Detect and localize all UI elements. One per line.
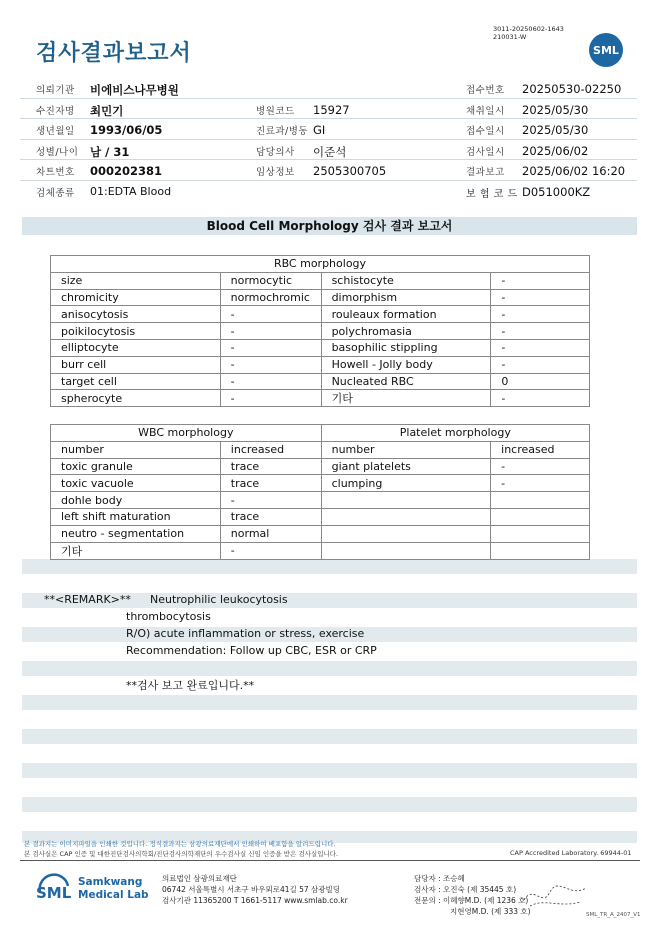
table-cell: giant platelets — [321, 458, 491, 475]
lab-address-line: 의료법인 삼광의료재단 — [162, 874, 237, 883]
table-cell: trace — [220, 458, 321, 475]
background-stripe — [22, 559, 637, 574]
table-cell: - — [220, 356, 321, 373]
info-value: 2505300705 — [313, 164, 387, 178]
info-label: 보 험 코 드 — [466, 188, 518, 200]
table-cell: 기타 — [51, 542, 221, 559]
info-value: 15927 — [313, 102, 350, 117]
table-row — [51, 272, 590, 289]
info-label: 진료과/병동 — [256, 126, 309, 137]
wbc-platelet-morphology-table — [50, 424, 590, 560]
table-cell: Nucleated RBC — [321, 373, 491, 390]
table-cell: polychromasia — [321, 323, 491, 340]
table-row — [51, 306, 590, 323]
info-label: 수진자명 — [36, 105, 75, 117]
lab-address-line: 06742 서울특별시 서초구 바우뫼로41길 57 삼광빌딩 — [162, 885, 341, 894]
info-value: 01:EDTA Blood — [90, 184, 172, 198]
info-row — [20, 119, 637, 140]
rbc-morphology-table — [50, 255, 590, 407]
table-cell: - — [220, 542, 321, 559]
remark-label: **<REMARK>** — [44, 593, 131, 606]
table-row — [51, 492, 590, 509]
staff-list — [414, 873, 531, 917]
samkwang-logo — [36, 872, 72, 906]
table-row — [51, 525, 590, 542]
table-cell — [321, 508, 491, 525]
remark-line: thrombocytosis — [126, 610, 211, 623]
background-stripe — [22, 661, 637, 676]
info-value: 이준석 — [313, 144, 347, 159]
lab-name-line2: Medical Lab — [78, 889, 149, 901]
sml-logo: SML — [589, 33, 623, 67]
table-cell: increased — [220, 441, 321, 458]
table-cell — [491, 508, 590, 525]
info-label: 접수일시 — [466, 126, 505, 137]
table-cell: - — [220, 373, 321, 390]
lab-address — [162, 873, 348, 906]
table-cell: clumping — [321, 475, 491, 492]
info-row — [20, 78, 637, 99]
table-row — [51, 356, 590, 373]
table-cell: anisocytosis — [51, 306, 221, 323]
table-cell: toxic vacuole — [51, 475, 221, 492]
cap-accreditation: CAP Accredited Laboratory. 69944-01 — [510, 849, 632, 857]
table-cell — [491, 542, 590, 559]
info-label: 검사일시 — [466, 146, 505, 158]
table-row — [51, 458, 590, 475]
handwritten-signature — [520, 880, 590, 910]
table-row — [51, 475, 590, 492]
background-stripe — [22, 763, 637, 778]
remark-completion: **검사 보고 완료입니다.** — [126, 679, 255, 692]
table-row — [51, 441, 590, 458]
info-value: 000202381 — [90, 164, 163, 178]
table-row — [51, 508, 590, 525]
table-cell: - — [491, 458, 590, 475]
table-cell: - — [220, 323, 321, 340]
info-row — [20, 99, 637, 120]
table-row — [51, 339, 590, 356]
info-row — [20, 160, 637, 181]
table-cell: normochromic — [220, 289, 321, 306]
lab-address-line: 검사기관 11365200 T 1661-5117 www.smlab.co.kr — [162, 896, 348, 905]
report-section-title: Blood Cell Morphology 검사 결과 보고서 — [22, 217, 637, 235]
table-cell: basophilic stippling — [321, 339, 491, 356]
table-cell: toxic granule — [51, 458, 221, 475]
table-cell: burr cell — [51, 356, 221, 373]
background-stripe — [22, 797, 637, 812]
table-cell — [491, 525, 590, 542]
table-cell: - — [491, 272, 590, 289]
footer-notice: 본 결과지는 이미지파일을 인쇄한 것입니다. 정식결과지는 삼광의료재단에서 인쇄하여 배포함을 알려드립니다. — [24, 840, 336, 848]
info-value: 2025/05/30 — [522, 123, 589, 137]
background-stripe — [22, 729, 637, 744]
info-value: 2025/06/02 — [522, 143, 589, 158]
info-row — [20, 181, 637, 202]
table-cell — [321, 492, 491, 509]
staff-line: 지현영M.D. (제 333 호) — [450, 907, 531, 916]
table-row — [51, 323, 590, 340]
info-label: 결과보고 — [466, 167, 505, 178]
info-row — [20, 140, 637, 161]
samkwang-logo-text: SML — [36, 884, 72, 902]
table-cell: chromicity — [51, 289, 221, 306]
table-cell: number — [51, 441, 221, 458]
table-cell: - — [220, 390, 321, 407]
table-cell: normocytic — [220, 272, 321, 289]
info-label: 차트번호 — [36, 167, 75, 178]
table-cell: rouleaux formation — [321, 306, 491, 323]
info-label: 채취일시 — [466, 105, 505, 117]
table-cell: - — [491, 356, 590, 373]
info-value: 최민기 — [90, 103, 124, 118]
samkwang-logo-icon — [36, 872, 72, 906]
table-cell: target cell — [51, 373, 221, 390]
info-label: 접수번호 — [466, 85, 505, 96]
table-cell: number — [321, 441, 491, 458]
table-cell: dimorphism — [321, 289, 491, 306]
info-label: 임상정보 — [256, 167, 295, 178]
table-cell: trace — [220, 508, 321, 525]
table-cell: size — [51, 272, 221, 289]
rbc-table-title: RBC morphology — [51, 256, 590, 273]
platelet-table-title: Platelet morphology — [321, 425, 589, 442]
staff-line: 전문의 : 이혜향M.D. (제 1236 호) — [414, 896, 529, 905]
remark-line: R/O) acute inflammation or stress, exercise — [126, 627, 365, 640]
footer-divider — [20, 860, 640, 861]
table-row — [51, 390, 590, 407]
wbc-table-title: WBC morphology — [51, 425, 322, 442]
table-cell: - — [220, 492, 321, 509]
document-code-line2: 210031-W — [493, 33, 527, 41]
info-value: 남 / 31 — [90, 144, 130, 159]
lab-name — [78, 876, 149, 902]
table-cell: dohle body — [51, 492, 221, 509]
info-value: 1993/06/05 — [90, 123, 163, 137]
table-cell: - — [491, 289, 590, 306]
table-cell — [491, 492, 590, 509]
info-label: 검체종류 — [36, 187, 75, 199]
info-value: 2025/06/02 16:20 — [522, 164, 626, 178]
table-cell: - — [491, 323, 590, 340]
table-cell: poikilocytosis — [51, 323, 221, 340]
info-label: 병원코드 — [256, 105, 295, 117]
background-stripe — [22, 695, 637, 710]
table-cell: neutro - segmentation — [51, 525, 221, 542]
info-value: 2025/05/30 — [522, 102, 589, 117]
table-cell: Howell - Jolly body — [321, 356, 491, 373]
lab-name-line1: Samkwang — [78, 876, 143, 888]
table-cell: schistocyte — [321, 272, 491, 289]
table-cell: - — [491, 306, 590, 323]
footer-accreditation: 본 검사실은 CAP 인증 및 대한진단검사의학회/진단검사의학재단의 우수검사실 신임 인증을 받은 검사실입니다. — [24, 850, 339, 858]
form-version: SML_TR_A_2407_V1 — [586, 912, 641, 918]
table-cell: increased — [491, 441, 590, 458]
info-value: 비에비스나무병원 — [90, 83, 179, 97]
table-cell: left shift maturation — [51, 508, 221, 525]
table-cell: trace — [220, 475, 321, 492]
remark-line: Neutrophilic leukocytosis — [150, 593, 288, 606]
table-cell: - — [491, 475, 590, 492]
document-code — [493, 25, 564, 41]
table-row — [51, 373, 590, 390]
table-cell: - — [491, 339, 590, 356]
info-label: 담당의사 — [256, 146, 295, 158]
document-code-line1: 3011-20250602-1643 — [493, 25, 564, 33]
info-label: 성별/나이 — [36, 146, 79, 158]
staff-line: 담당자 : 조승혜 — [414, 874, 465, 883]
table-cell — [321, 525, 491, 542]
table-cell: 기타 — [321, 390, 491, 407]
info-value: D051000KZ — [522, 184, 591, 199]
table-cell — [321, 542, 491, 559]
info-value: GI — [313, 123, 326, 137]
staff-line: 검사자 : 오진숙 (제 35445 호) — [414, 885, 517, 894]
table-cell: - — [220, 339, 321, 356]
table-cell: spherocyte — [51, 390, 221, 407]
table-cell: - — [220, 306, 321, 323]
table-cell: - — [491, 390, 590, 407]
patient-info-table — [20, 78, 637, 201]
info-label: 생년월일 — [36, 126, 75, 137]
document-title: 검사결과보고서 — [36, 41, 192, 66]
table-cell: normal — [220, 525, 321, 542]
table-row — [51, 542, 590, 559]
table-row — [51, 289, 590, 306]
remark-line: Recommendation: Follow up CBC, ESR or CRP — [126, 644, 377, 657]
table-cell: 0 — [491, 373, 590, 390]
info-value: 20250530-02250 — [522, 82, 622, 96]
table-cell: elliptocyte — [51, 339, 221, 356]
info-label: 의뢰기관 — [36, 85, 75, 96]
